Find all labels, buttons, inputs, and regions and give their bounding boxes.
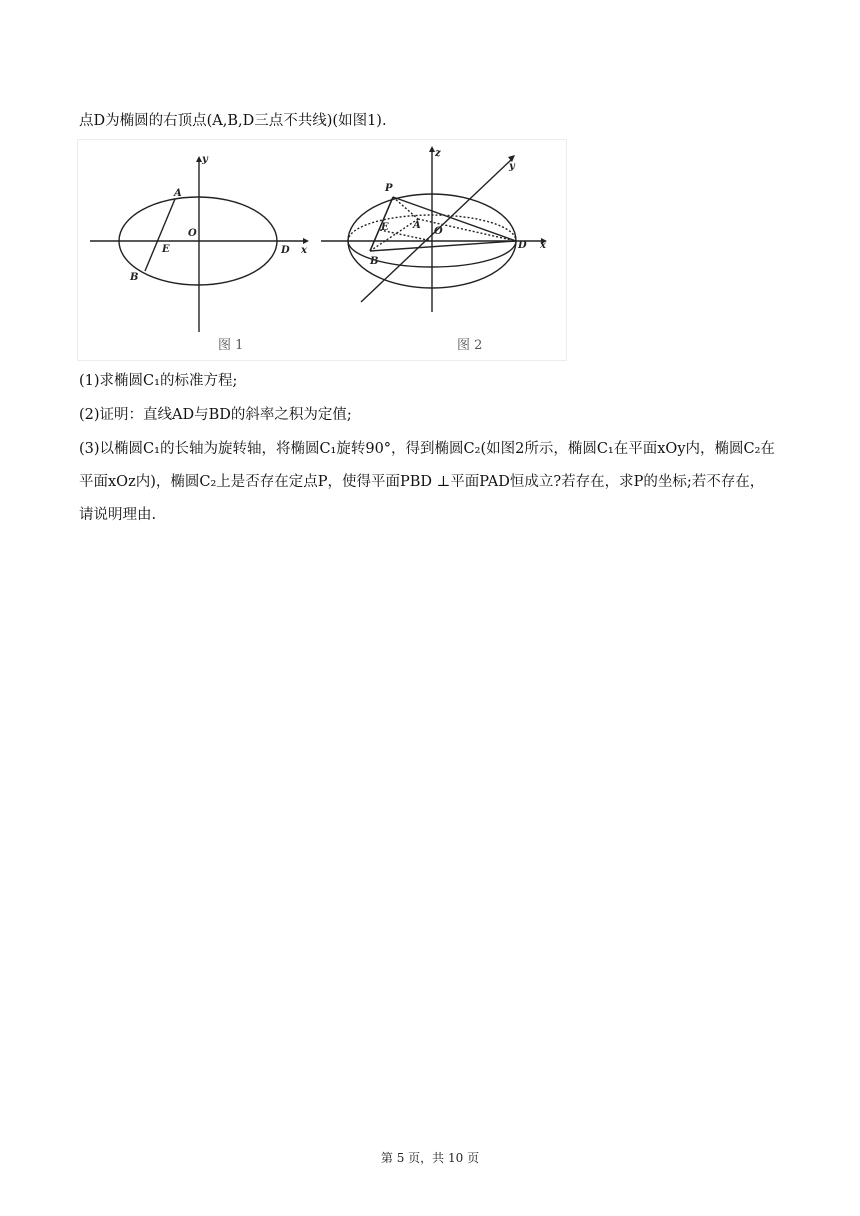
fig2-label-e: E	[381, 222, 389, 233]
fig2-label-o: O	[434, 226, 443, 237]
question-1: (1)求椭圆C₁的标准方程;	[79, 373, 238, 389]
fig1-label-a: A	[174, 188, 182, 199]
fig1-label-e: E	[162, 244, 170, 255]
figure-panel	[77, 139, 567, 361]
fig1-label-d: D	[281, 245, 290, 256]
question-3-line-2: 平面xOz内)，椭圆C₂上是否存在定点P，使得平面PBD ⊥平面PAD恒成立?若存在，求P的坐标;若不存在，	[79, 474, 765, 490]
page-footer: 第 5 页，共 10 页	[380, 1151, 480, 1165]
fig1-x-arrow	[303, 238, 309, 244]
fig1-label-o: O	[188, 228, 197, 239]
question-3-line-3: 请说明理由.	[79, 507, 157, 523]
fig2-label-x: x	[540, 240, 546, 251]
fig2-label-z: z	[435, 148, 441, 159]
intro-line: 点D为椭圆的右顶点(A,B,D三点不共线)(如图1).	[79, 113, 387, 129]
figure-svg	[78, 140, 566, 360]
fig1-label-y: y	[202, 154, 208, 165]
question-2: (2)证明：直线AD与BD的斜率之积为定值;	[79, 407, 352, 423]
fig1-label-b: B	[130, 272, 139, 283]
fig2-label-y: y	[509, 161, 515, 172]
question-3-line-1: (3)以椭圆C₁的长轴为旋转轴，将椭圆C₁旋转90°，得到椭圆C₂(如图2所示，椭圆C₁在平面xOy内，椭圆C₂在	[79, 441, 775, 457]
fig2-label-a: A	[413, 220, 421, 231]
fig2-label-b: B	[370, 256, 379, 267]
figure-1	[90, 156, 309, 332]
fig1-chord-ab	[145, 199, 175, 271]
fig2-label-p: P	[385, 183, 393, 194]
fig2-caption: 图 2	[457, 338, 483, 353]
fig2-label-d: D	[518, 240, 527, 251]
fig1-label-x: x	[301, 245, 307, 256]
fig2-line-pd	[393, 197, 516, 241]
fig2-line-ad	[418, 219, 516, 241]
fig1-caption: 图 1	[218, 338, 244, 353]
fig2-line-bd	[370, 241, 516, 251]
